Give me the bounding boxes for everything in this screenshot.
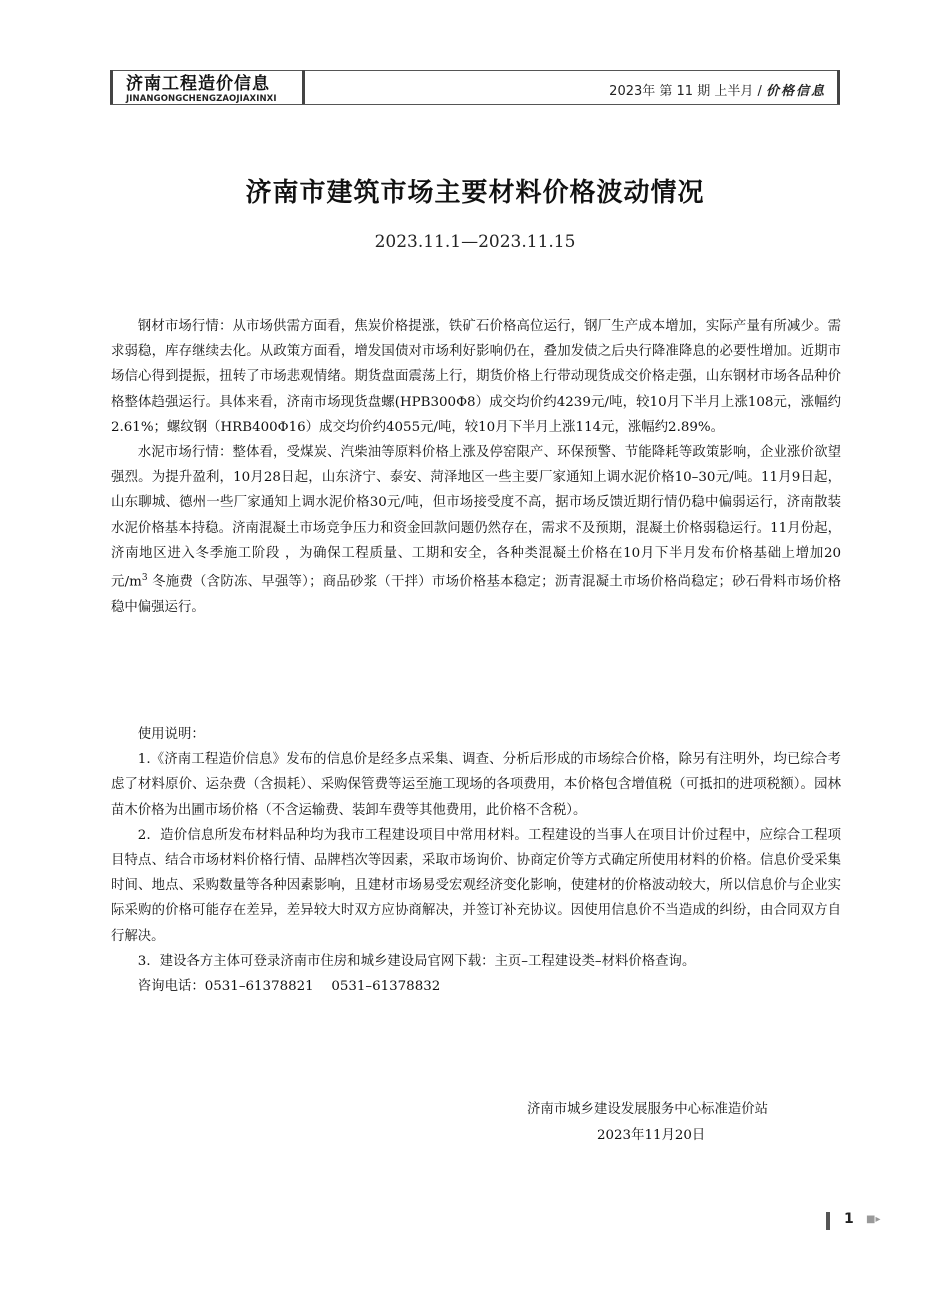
cement-market-paragraph <box>111 440 841 620</box>
usage-note-3: 3．建设各方主体可登录济南市住房和城乡建设局官网下载：主页–工程建设类–材料价格查询。 <box>137 953 696 969</box>
issuing-organization: 济南市城乡建设发展服务中心标准造价站 <box>527 1102 769 1117</box>
cement-text-part2: 冬施费（含防冻、早强等）；商品砂浆（干拌）市场价格基本稳定；沥青混凝土市场价格尚稳定；砂石骨料市场价格稳中偏强运行。 <box>111 574 841 615</box>
brand-chinese-name: 济南工程造价信息 <box>126 74 270 94</box>
header-left-bar <box>110 70 113 105</box>
cubic-superscript: 3 <box>141 573 148 584</box>
consultation-phone: 咨询电话：0531–61378821 0531–61378832 <box>137 979 441 995</box>
date-range: 2023.11.1—2023.11.15 <box>374 232 576 252</box>
usage-notes <box>111 722 841 999</box>
issue-date: 2023年11月20日 <box>597 1128 706 1143</box>
section-name: 价格信息 <box>765 84 826 99</box>
page-arrow-icon: ■▸ <box>866 1214 881 1225</box>
header-right-bar <box>837 70 840 105</box>
brand-pinyin-name: JINANGONGCHENGZAOJIAXINXI <box>126 94 277 104</box>
issue-number: 2023年 第 11 期 上半月 / <box>609 84 762 99</box>
header-separator-bar <box>302 70 305 105</box>
page-title: 济南市建筑市场主要材料价格波动情况 <box>245 178 705 208</box>
usage-note-2: 2．造价信息所发布材料品种均为我市工程建设项目中常用材料。工程建设的当事人在项目计价过程中，应综合工程项目特点、结合市场材料价格行情、品牌档次等因素，采取市场询价、协商定价等方式确定所使用材料的价格。信息价受采集时间、地点、采购数量等各种因素影响，且建材市场易受宏观经济变化影响，使建材的价格波动较大，所以信息价与企业实际采购的价格可能存在差异，差异较大时双方应协商解决，并签订补充协议。因使用信息价不当造成的纠纷，由合同双方自行解决。 <box>111 827 841 944</box>
usage-note-1: 1.《济南工程造价信息》发布的信息价是经多点采集、调查、分析后形成的市场综合价格，除另有注明外，均已综合考虑了材料原价、运杂费（含损耗）、采购保管费等运至施工现场的各项费用，本价格包含增值税（可抵扣的进项税额）。园林苗木价格为出圃市场价格（不含运输费、装卸车费等其他费用，此价格不含税）。 <box>111 752 841 818</box>
cement-text-part1: 水泥市场行情：整体看，受煤炭、汽柴油等原料价格上涨及停窑限产、环保预警、节能降耗等政策影响，企业涨价欲望强烈。为提升盈利，10月28日起，山东济宁、泰安、菏泽地区一些主要厂家通知上调水泥价格10–30元/吨。11月9日起，山东聊城、德州一些厂家通知上调水泥价格30元/吨，但市场接受度不高，据市场反馈近期行情仍稳中偏弱运行，济南散装水泥价格基本持稳。济南混凝土市场竞争压力和资金回款问题仍然存在，需求不及预期，混凝土价格弱稳运行。11月份起，济南地区进入冬季施工阶段 ，为确保工程质量、工期和安全，各种类混凝土价格在10月下半月发布价格基础上增加20元/m <box>111 445 841 590</box>
running-header <box>110 70 840 108</box>
page-footer <box>826 1210 896 1234</box>
signature-block <box>500 1097 840 1149</box>
publication-brand <box>126 74 304 104</box>
page-number-bar <box>826 1212 830 1230</box>
usage-notes-heading: 使用说明： <box>137 727 205 742</box>
header-top-rule <box>110 70 840 71</box>
issue-info <box>609 80 826 99</box>
header-bottom-rule <box>110 104 840 105</box>
page-number: 1 <box>844 1211 854 1227</box>
steel-market-paragraph: 钢材市场行情：从市场供需方面看，焦炭价格提涨，铁矿石价格高位运行，钢厂生产成本增加，实际产量有所减少。需求弱稳，库存继续去化。从政策方面看，增发国债对市场利好影响仍在，叠加发债之后央行降准降息的必要性增加。近期市场信心得到提振，扭转了市场悲观情绪。期货盘面震荡上行，期货价格上行带动现货成交价格走强，山东钢材市场各品种价格整体趋强运行。具体来看，济南市场现货盘螺(HPB300Φ8）成交均价约4239元/吨，较10月下半月上涨108元，涨幅约2.61%；螺纹钢（HRB400Φ16）成交均价约4055元/吨，较10月下半月上涨114元，涨幅约2.89%。 <box>111 319 841 435</box>
market-report <box>111 314 841 620</box>
